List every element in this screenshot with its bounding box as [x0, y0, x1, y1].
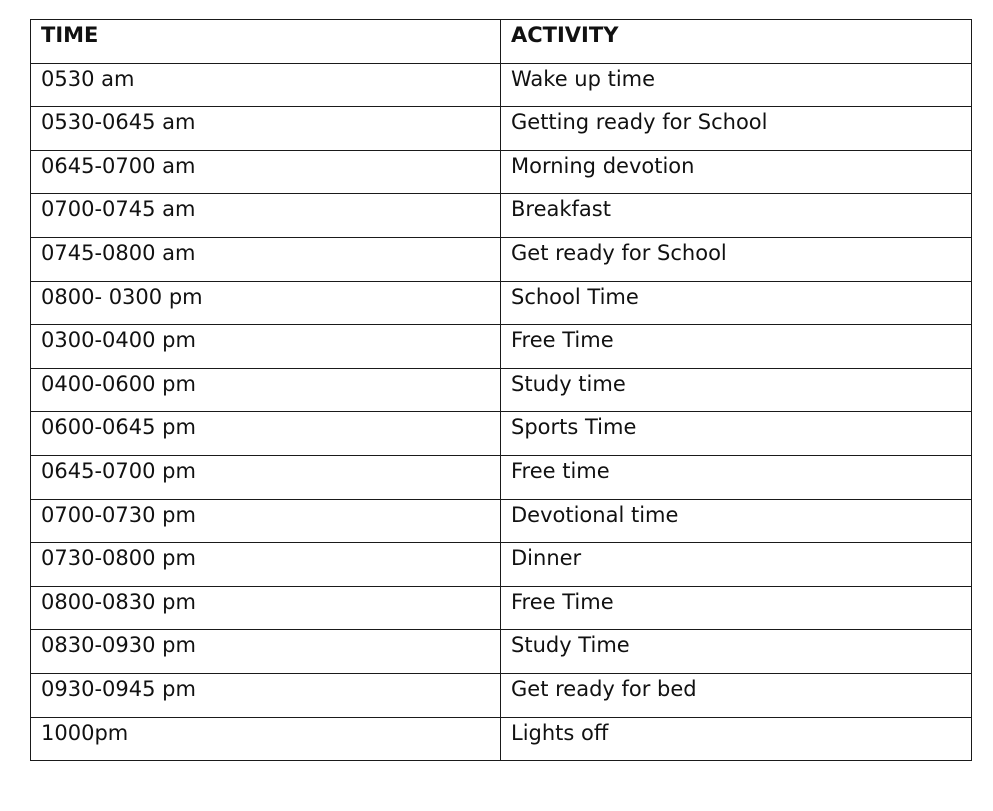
time-cell: 1000pm [31, 717, 501, 761]
time-cell: 0645-0700 pm [31, 455, 501, 499]
time-cell: 0530-0645 am [31, 107, 501, 151]
time-column-header: TIME [31, 20, 501, 64]
time-cell: 0800- 0300 pm [31, 281, 501, 325]
time-cell: 0830-0930 pm [31, 630, 501, 674]
time-cell: 0300-0400 pm [31, 325, 501, 369]
table-row [31, 455, 972, 499]
table-row [31, 499, 972, 543]
activity-cell: Free Time [501, 325, 972, 369]
table-row [31, 586, 972, 630]
activity-cell: Sports Time [501, 412, 972, 456]
table-row [31, 673, 972, 717]
table-row [31, 107, 972, 151]
activity-cell: Free time [501, 455, 972, 499]
table-row [31, 630, 972, 674]
activity-cell: Get ready for bed [501, 673, 972, 717]
activity-cell: Study Time [501, 630, 972, 674]
time-cell: 0930-0945 pm [31, 673, 501, 717]
activity-cell: School Time [501, 281, 972, 325]
time-cell: 0400-0600 pm [31, 368, 501, 412]
activity-cell: Free Time [501, 586, 972, 630]
table-header-row [31, 20, 972, 64]
activity-cell: Wake up time [501, 63, 972, 107]
table-row [31, 63, 972, 107]
time-cell: 0645-0700 am [31, 150, 501, 194]
activity-cell: Dinner [501, 543, 972, 587]
table-row [31, 412, 972, 456]
table-row [31, 281, 972, 325]
time-cell: 0745-0800 am [31, 237, 501, 281]
table-row [31, 237, 972, 281]
table-row [31, 543, 972, 587]
table-row [31, 368, 972, 412]
activity-cell: Get ready for School [501, 237, 972, 281]
activity-cell: Study time [501, 368, 972, 412]
table-row [31, 717, 972, 761]
activity-column-header: ACTIVITY [501, 20, 972, 64]
table-row [31, 150, 972, 194]
time-cell: 0730-0800 pm [31, 543, 501, 587]
time-cell: 0700-0730 pm [31, 499, 501, 543]
table-row [31, 325, 972, 369]
time-cell: 0800-0830 pm [31, 586, 501, 630]
time-cell: 0530 am [31, 63, 501, 107]
table-row [31, 194, 972, 238]
schedule-table [30, 19, 972, 761]
activity-cell: Devotional time [501, 499, 972, 543]
time-cell: 0600-0645 pm [31, 412, 501, 456]
activity-cell: Morning devotion [501, 150, 972, 194]
activity-cell: Lights off [501, 717, 972, 761]
activity-cell: Getting ready for School [501, 107, 972, 151]
activity-cell: Breakfast [501, 194, 972, 238]
time-cell: 0700-0745 am [31, 194, 501, 238]
